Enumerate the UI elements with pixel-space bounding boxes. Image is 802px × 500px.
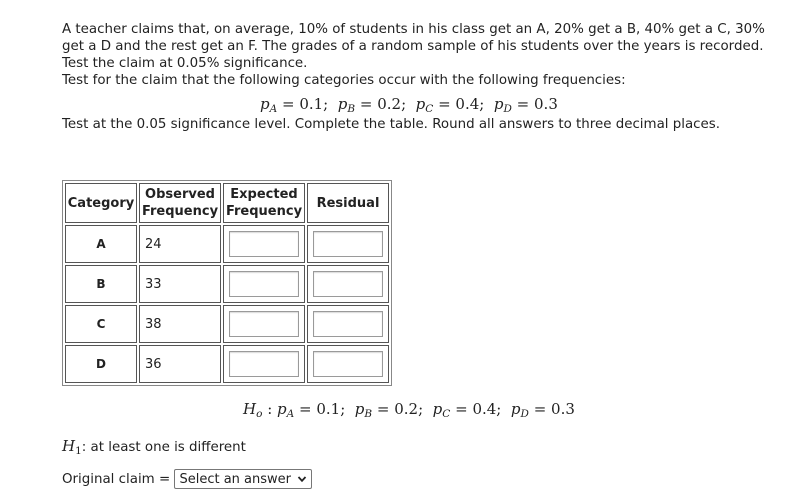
instruction-text: Test at the 0.05 significance level. Complete the table. Round all answers to three decimal places. <box>62 117 721 132</box>
problem-statement: A teacher claims that, on average, 10% of students in his class get an A, 20% get a B, 40% get a C, 30% get a D and the rest get an F. The grades of a random sample of his students over the years is recorded. Test the claim at 0.05% significance. <box>62 22 765 71</box>
category-cell: C <box>65 305 137 343</box>
residual-cell <box>307 305 389 343</box>
p-c-value: 0.4 <box>472 400 497 418</box>
p-symbol: p <box>493 95 504 113</box>
alternative-hypothesis <box>62 437 246 457</box>
table-row <box>65 305 389 343</box>
table-row <box>65 265 389 303</box>
residual-cell <box>307 265 389 303</box>
h1-symbol: H <box>62 437 76 455</box>
p-sub-d: D <box>503 103 512 115</box>
p-sub-b: B <box>364 408 373 420</box>
observed-cell: 24 <box>139 225 221 263</box>
p-sub-a: A <box>269 103 278 115</box>
p-b-value: 0.2 <box>377 95 402 113</box>
p-symbol: p <box>260 95 270 113</box>
h0-sub: o <box>256 408 263 420</box>
h1-text: : at least one is different <box>81 440 246 455</box>
p-symbol: p <box>354 400 365 418</box>
header-category: Category <box>65 183 137 223</box>
expected-cell <box>223 225 305 263</box>
header-expected <box>223 183 305 223</box>
category-cell: D <box>65 345 137 383</box>
p-symbol: p <box>337 95 348 113</box>
problem-text <box>62 21 774 89</box>
residual-input-d[interactable] <box>313 351 383 377</box>
p-symbol: p <box>510 400 521 418</box>
expected-cell <box>223 345 305 383</box>
table-row <box>65 345 389 383</box>
p-sub-c: C <box>442 408 451 420</box>
header-residual: Residual <box>307 183 389 223</box>
residual-input-a[interactable] <box>313 231 383 257</box>
test-line: Test for the claim that the following categories occur with the following frequencies: <box>62 73 626 88</box>
category-cell: A <box>65 225 137 263</box>
chevron-down-icon <box>297 474 307 484</box>
h1-sub: 1 <box>75 445 82 457</box>
expected-input-a[interactable] <box>229 231 299 257</box>
residual-cell <box>307 345 389 383</box>
expected-cell <box>223 265 305 303</box>
frequency-table <box>62 180 392 386</box>
observed-cell: 36 <box>139 345 221 383</box>
observed-cell: 38 <box>139 305 221 343</box>
residual-input-c[interactable] <box>313 311 383 337</box>
null-hypothesis: $H_o$ : $p_A = 0.1$; $p_B = 0.2$; $p_C = 0.4$; $p_D = 0.3$ <box>243 400 575 420</box>
original-claim-row <box>62 469 312 489</box>
header-observed <box>139 183 221 223</box>
original-claim-label: Original claim = <box>62 472 171 487</box>
p-symbol: p <box>415 95 426 113</box>
p-a-value: 0.1 <box>299 95 324 113</box>
h0-symbol: H <box>243 400 257 418</box>
expected-input-b[interactable] <box>229 271 299 297</box>
residual-input-b[interactable] <box>313 271 383 297</box>
header-expected-line2: Frequency <box>225 204 303 219</box>
p-sub-a: A <box>286 408 295 420</box>
select-value: Select an answer <box>179 471 291 487</box>
header-observed-line2: Frequency <box>141 204 219 219</box>
p-d-value: 0.3 <box>551 400 575 418</box>
expected-cell <box>223 305 305 343</box>
p-d-value: 0.3 <box>534 95 558 113</box>
p-c-value: 0.4 <box>455 95 480 113</box>
original-claim-select[interactable] <box>174 469 312 489</box>
category-cell: B <box>65 265 137 303</box>
observed-cell: 33 <box>139 265 221 303</box>
expected-input-d[interactable] <box>229 351 299 377</box>
p-a-value: 0.1 <box>316 400 341 418</box>
p-sub-c: C <box>425 103 434 115</box>
p-b-value: 0.2 <box>394 400 419 418</box>
table-header-row <box>65 183 389 223</box>
header-observed-line1: Observed <box>145 187 215 202</box>
p-symbol: p <box>432 400 443 418</box>
p-sub-d: D <box>520 408 529 420</box>
expected-input-c[interactable] <box>229 311 299 337</box>
probability-formula: $p_A = 0.1$; $p_B = 0.2$; $p_C = 0.4$; $p_D = 0.3$ <box>260 95 558 115</box>
p-sub-b: B <box>347 103 356 115</box>
header-expected-line1: Expected <box>230 187 298 202</box>
table-row <box>65 225 389 263</box>
p-symbol: p <box>277 400 287 418</box>
residual-cell <box>307 225 389 263</box>
